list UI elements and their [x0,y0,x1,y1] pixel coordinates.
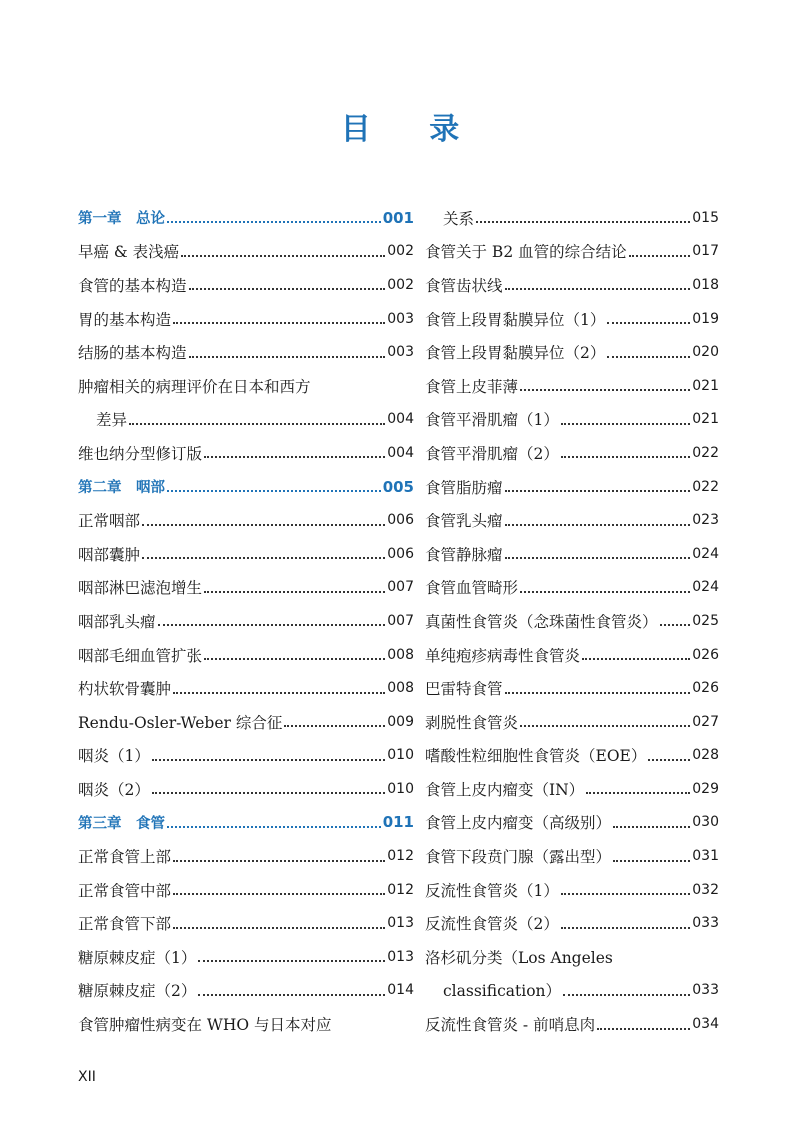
dot-leader [607,321,690,324]
toc-entry-page: 018 [692,276,719,293]
toc-entry-label: 巴雷特食管 [425,680,503,699]
dot-leader [520,388,690,391]
toc-right-column [425,201,719,1041]
toc-entry-label: 杓状软骨囊肿 [78,680,172,699]
toc-entry-page: 008 [387,646,414,663]
toc-entry[interactable] [78,571,414,605]
toc-entry-label: 食管的基本构造 [78,276,187,295]
toc-entry-label: 糖原棘皮症（1） [78,948,197,967]
toc-entry-page: 007 [387,612,414,629]
dot-leader [505,691,691,694]
toc-entry[interactable] [78,739,414,773]
toc-entry-label: 洛杉矶分类（Los Angeles [425,948,613,967]
dot-leader [607,355,690,358]
toc-entry[interactable] [78,940,414,974]
toc-entry[interactable] [425,335,719,369]
toc-entry[interactable] [425,470,719,504]
toc-entry-label: 食管肿瘤性病变在 WHO 与日本对应 [78,1016,332,1035]
toc-entry-label: 食管上皮菲薄 [425,377,519,396]
dot-leader [173,926,385,929]
toc-entry[interactable] [78,537,414,571]
dot-leader [167,825,381,828]
toc-entry-page: 030 [692,814,719,831]
dot-leader [152,758,385,761]
toc-entry-label: 食管上皮内瘤变（高级别） [425,814,612,833]
toc-entry-label: 咽部乳头瘤 [78,612,156,631]
toc-entry-label: 差异 [96,411,128,430]
toc-entry[interactable] [425,537,719,571]
dot-leader [582,657,690,660]
toc-entry-label: 食管上段胃黏膜异位（2） [425,344,606,363]
toc-entry-label: 反流性食管炎 - 前哨息肉 [425,1016,596,1035]
dot-leader [561,422,690,425]
toc-entry[interactable] [78,906,414,940]
toc-entry-page: 005 [382,477,414,496]
toc-entry[interactable] [425,1007,719,1041]
dot-leader [505,287,691,290]
toc-entry-page: 002 [387,276,414,293]
toc-entry-page: 012 [387,848,414,865]
toc-entry-label: 反流性食管炎（2） [425,915,559,934]
toc-entry-page: 004 [387,411,414,428]
toc-entry-page: 024 [692,579,719,596]
toc-entry[interactable] [425,671,719,705]
toc-entry[interactable] [425,235,719,269]
dot-leader [505,556,691,559]
dot-leader [648,758,690,761]
toc-entry[interactable] [78,974,414,1008]
dot-leader [173,321,385,324]
toc-entry-page: 008 [387,680,414,697]
dot-leader [173,892,385,895]
toc-entry-label: 结肠的基本构造 [78,344,187,363]
dot-leader [204,455,385,458]
toc-entry-label: Rendu-Osler-Weber 综合征 [78,713,283,732]
toc-entry[interactable] [78,873,414,907]
toc-entry-page: 032 [692,881,719,898]
dot-leader [204,657,385,660]
toc-entry-page: 017 [692,243,719,260]
dot-leader [476,220,690,223]
dot-leader [167,489,381,492]
toc-entry[interactable] [425,268,719,302]
dot-leader [613,825,690,828]
toc-entry-label: 食管关于 B2 血管的综合结论 [425,243,627,262]
toc-chapter-entry[interactable] [78,806,414,840]
dot-leader [629,254,691,257]
toc-entry[interactable] [78,705,414,739]
dot-leader [561,926,690,929]
toc-entry-label: 正常食管中部 [78,881,172,900]
toc-entry-label: 食管下段贲门腺（露出型） [425,848,612,867]
toc-entry-label: 食管平滑肌瘤（2） [425,444,559,463]
toc-entry[interactable] [78,268,414,302]
toc-entry[interactable] [78,436,414,470]
toc-left-column [78,201,414,1041]
toc-entry-label: 维也纳分型修订版 [78,444,203,463]
toc-entry-page: 010 [387,747,414,764]
toc-entry-label: 肿瘤相关的病理评价在日本和西方 [78,377,311,396]
toc-entry-label: 剥脱性食管炎 [425,713,519,732]
toc-entry-page: 015 [692,209,719,226]
toc-entry-label: 正常食管下部 [78,915,172,934]
dot-leader [181,254,385,257]
dot-leader [142,556,385,559]
toc-entry-label: 食管脂肪瘤 [425,478,503,497]
toc-entry-page: 013 [387,948,414,965]
toc-entry-label: 咽部囊肿 [78,545,141,564]
toc-entry-label: 糖原棘皮症（2） [78,982,197,1001]
dot-leader [520,590,690,593]
toc-entry-label: 咽炎（1） [78,747,150,766]
toc-entry-page: 034 [692,1016,719,1033]
toc-entry[interactable] [425,302,719,336]
dot-leader [505,523,691,526]
toc-chapter-entry[interactable] [78,470,414,504]
page-number: XII [78,1069,96,1085]
toc-entry-label: 第三章 食管 [78,815,165,832]
toc-entry[interactable] [78,839,414,873]
toc-entry-label: 食管血管畸形 [425,579,519,598]
toc-entry-label: 食管静脉瘤 [425,545,503,564]
toc-entry-label: 反流性食管炎（1） [425,881,559,900]
dot-leader [142,523,385,526]
toc-entry[interactable] [425,940,719,974]
toc-entry[interactable] [425,906,719,940]
toc-entry-page: 003 [387,344,414,361]
dot-leader [198,959,385,962]
toc-entry-page: 031 [692,848,719,865]
toc-entry-page: 019 [692,310,719,327]
toc-entry-label: 关系 [443,209,475,228]
toc-entry[interactable] [425,705,719,739]
dot-leader [563,993,690,996]
dot-leader [198,993,385,996]
toc-entry-label: 第二章 咽部 [78,480,165,497]
toc-entry-page: 011 [382,813,414,832]
toc-entry-label: 食管平滑肌瘤（1） [425,411,559,430]
dot-leader [561,892,690,895]
toc-entry-label: 正常食管上部 [78,848,172,867]
dot-leader [586,791,690,794]
toc-entry[interactable] [78,638,414,672]
toc-entry[interactable] [78,671,414,705]
dot-leader [204,590,385,593]
toc-entry-page: 003 [387,310,414,327]
toc-entry[interactable] [425,436,719,470]
toc-entry[interactable] [78,302,414,336]
toc-entry-label: classification） [443,982,562,1001]
toc-entry-label: 咽炎（2） [78,780,150,799]
toc-entry[interactable] [425,604,719,638]
toc-entry-page: 022 [692,478,719,495]
toc-entry-label: 咽部淋巴滤泡增生 [78,579,203,598]
toc-entry-label: 真菌性食管炎（念珠菌性食管炎） [425,612,658,631]
toc-entry-page: 013 [387,915,414,932]
toc-entry-label: 第一章 总论 [78,211,165,228]
toc-entry-label: 食管上段胃黏膜异位（1） [425,310,606,329]
toc-entry-label: 胃的基本构造 [78,310,172,329]
dot-leader [284,724,385,727]
toc-entry-page: 009 [387,713,414,730]
toc-entry-page: 006 [387,512,414,529]
toc-entry[interactable] [78,1007,414,1041]
toc-entry[interactable] [425,638,719,672]
toc-entry[interactable] [425,201,719,235]
dot-leader [561,455,690,458]
dot-leader [597,1027,690,1030]
toc-entry-page: 014 [387,982,414,999]
toc-entry-label: 单纯疱疹病毒性食管炎 [425,646,581,665]
toc-entry[interactable] [425,873,719,907]
toc-entry-label: 正常咽部 [78,512,141,531]
toc-entry-label: 嗜酸性粒细胞性食管炎（EOE） [425,747,647,766]
toc-entry[interactable] [78,604,414,638]
toc-entry[interactable] [78,335,414,369]
dot-leader [173,691,385,694]
dot-leader [158,623,386,626]
toc-entry[interactable] [425,839,719,873]
toc-entry-label: 食管齿状线 [425,276,503,295]
dot-leader [520,724,690,727]
toc-entry-page: 012 [387,881,414,898]
toc-entry-label: 咽部毛细血管扩张 [78,646,203,665]
dot-leader [660,623,691,626]
dot-leader [167,220,381,223]
toc-entry-page: 021 [692,411,719,428]
dot-leader [189,287,386,290]
toc-entry-page: 033 [692,982,719,999]
toc-entry[interactable] [425,403,719,437]
toc-entry-page: 002 [387,243,414,260]
dot-leader [613,859,690,862]
toc-entry-page: 026 [692,680,719,697]
toc-entry[interactable] [425,772,719,806]
toc-entry[interactable] [425,739,719,773]
toc-entry[interactable] [425,369,719,403]
toc-entry-label: 早癌 & 表浅癌 [78,243,180,262]
page-title: 目 录 [340,112,484,147]
toc-entry-page: 004 [387,444,414,461]
toc-entry-page: 027 [692,713,719,730]
toc-entry[interactable] [425,571,719,605]
toc-entry[interactable] [78,772,414,806]
toc-entry-page: 029 [692,780,719,797]
toc-entry-page: 007 [387,579,414,596]
toc-entry[interactable] [425,974,719,1008]
toc-entry-label: 食管上皮内瘤变（IN） [425,780,585,799]
toc-entry[interactable] [78,403,414,437]
toc-chapter-entry[interactable] [78,201,414,235]
dot-leader [129,422,385,425]
toc-entry-page: 025 [692,612,719,629]
toc-entry[interactable] [78,369,414,403]
toc-entry-page: 020 [692,344,719,361]
toc-entry-page: 021 [692,377,719,394]
toc-entry-page: 010 [387,780,414,797]
toc-entry-page: 006 [387,545,414,562]
toc-entry[interactable] [425,503,719,537]
toc-entry-page: 028 [692,747,719,764]
dot-leader [505,489,691,492]
toc-entry-page: 026 [692,646,719,663]
toc-entry-page: 033 [692,915,719,932]
dot-leader [189,355,386,358]
dot-leader [173,859,385,862]
dot-leader [152,791,385,794]
toc-entry-page: 001 [382,208,414,227]
toc-entry[interactable] [425,806,719,840]
toc-entry-page: 022 [692,444,719,461]
toc-entry-label: 食管乳头瘤 [425,512,503,531]
toc-entry-page: 023 [692,512,719,529]
toc-entry[interactable] [78,503,414,537]
toc-entry-page: 024 [692,545,719,562]
toc-entry[interactable] [78,235,414,269]
